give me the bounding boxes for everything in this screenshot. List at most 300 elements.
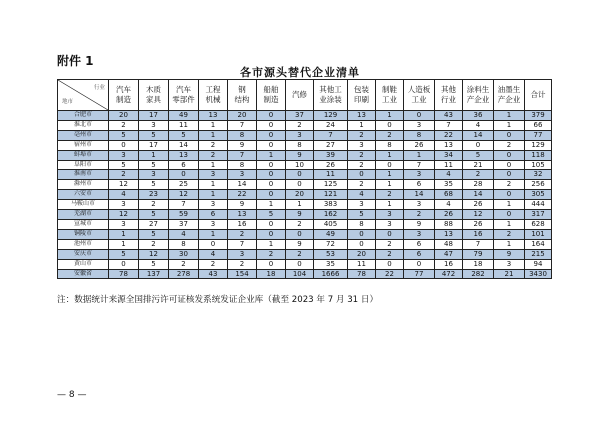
value-cell: 1 [376, 180, 404, 190]
table-row [58, 120, 552, 130]
value-cell: 129 [314, 111, 348, 121]
value-cell: 78 [348, 269, 376, 279]
value-cell: 472 [435, 269, 463, 279]
table-row [58, 239, 552, 249]
value-cell: 1 [376, 200, 404, 210]
value-cell: 8 [348, 219, 376, 229]
value-cell: 125 [314, 180, 348, 190]
value-cell: 12 [139, 249, 169, 259]
value-cell: 5 [257, 210, 286, 220]
city-cell: 安庆市 [58, 249, 109, 259]
value-cell: 0 [257, 160, 286, 170]
value-cell: 2 [376, 130, 404, 140]
value-cell: 3 [286, 130, 314, 140]
value-cell: 37 [169, 219, 199, 229]
city-cell: 铜陵市 [58, 229, 109, 239]
value-cell: 2 [348, 180, 376, 190]
value-cell: 6 [404, 180, 435, 190]
value-cell: 1 [257, 150, 286, 160]
value-cell: 0 [494, 170, 525, 180]
value-cell: 2 [348, 130, 376, 140]
value-cell: 88 [435, 219, 463, 229]
value-cell: 282 [463, 269, 494, 279]
value-cell: 164 [525, 239, 552, 249]
city-cell: 黄山市 [58, 259, 109, 269]
value-cell: 8 [228, 160, 257, 170]
value-cell: 0 [109, 140, 139, 150]
value-cell: 26 [404, 140, 435, 150]
value-cell: 3 [199, 219, 228, 229]
value-cell: 2 [109, 170, 139, 180]
value-cell: 13 [169, 150, 199, 160]
value-cell: 0 [257, 120, 286, 130]
value-cell: 23 [139, 190, 169, 200]
value-cell: 5 [109, 249, 139, 259]
value-cell: 1 [348, 120, 376, 130]
value-cell: 0 [376, 120, 404, 130]
value-cell: 39 [314, 150, 348, 160]
value-cell: 25 [169, 180, 199, 190]
value-cell: 72 [314, 239, 348, 249]
value-cell: 47 [435, 249, 463, 259]
value-cell: 12 [169, 190, 199, 200]
value-cell: 8 [286, 140, 314, 150]
value-cell: 2 [286, 249, 314, 259]
value-cell: 379 [525, 111, 552, 121]
city-cell: 芜湖市 [58, 210, 109, 220]
value-cell: 1 [286, 200, 314, 210]
value-cell: 13 [435, 140, 463, 150]
value-cell: 94 [525, 259, 552, 269]
value-cell: 30 [169, 249, 199, 259]
value-cell: 9 [286, 210, 314, 220]
data-source-note: 注：数据统计来源全国排污许可证核发系统发证企业库（截至 2023 年 7 月 31 日） [57, 295, 379, 305]
value-cell: 2 [139, 239, 169, 249]
value-cell: 1 [199, 160, 228, 170]
value-cell: 2 [286, 219, 314, 229]
value-cell: 11 [314, 170, 348, 180]
value-cell: 5 [139, 259, 169, 269]
value-cell: 3430 [525, 269, 552, 279]
column-header: 人造板 工业 [404, 80, 435, 111]
value-cell: 16 [463, 229, 494, 239]
value-cell: 5 [139, 180, 169, 190]
value-cell: 13 [435, 229, 463, 239]
value-cell: 14 [463, 190, 494, 200]
value-cell: 3 [404, 120, 435, 130]
value-cell: 1666 [314, 269, 348, 279]
value-cell: 27 [314, 140, 348, 150]
value-cell: 0 [109, 259, 139, 269]
value-cell: 36 [463, 111, 494, 121]
value-cell: 3 [404, 200, 435, 210]
value-cell: 7 [435, 120, 463, 130]
value-cell: 9 [286, 150, 314, 160]
corner-industry-label: 行业 [93, 85, 105, 91]
value-cell: 2 [257, 249, 286, 259]
value-cell: 0 [286, 180, 314, 190]
value-cell: 2 [463, 170, 494, 180]
value-cell: 5 [463, 150, 494, 160]
value-cell: 1 [199, 229, 228, 239]
column-header: 油墨生 产企业 [494, 80, 525, 111]
value-cell: 2 [199, 259, 228, 269]
value-cell: 12 [109, 210, 139, 220]
value-cell: 7 [228, 120, 257, 130]
column-header: 制鞋 工业 [376, 80, 404, 111]
header-row [58, 80, 552, 111]
value-cell: 1 [109, 239, 139, 249]
column-header: 船舶 制造 [257, 80, 286, 111]
column-header: 汽车 制造 [109, 80, 139, 111]
value-cell: 256 [525, 180, 552, 190]
value-cell: 1 [199, 130, 228, 140]
corner-header [58, 80, 109, 111]
value-cell: 3 [109, 150, 139, 160]
value-cell: 3 [228, 249, 257, 259]
value-cell: 13 [199, 111, 228, 121]
value-cell: 21 [463, 160, 494, 170]
value-cell: 77 [525, 130, 552, 140]
value-cell: 0 [257, 219, 286, 229]
value-cell: 8 [169, 239, 199, 249]
value-cell: 37 [286, 111, 314, 121]
column-header: 涂料生 产企业 [463, 80, 494, 111]
value-cell: 34 [435, 150, 463, 160]
value-cell: 26 [463, 200, 494, 210]
value-cell: 22 [228, 190, 257, 200]
value-cell: 0 [257, 259, 286, 269]
value-cell: 66 [525, 120, 552, 130]
value-cell: 0 [286, 170, 314, 180]
value-cell: 4 [348, 190, 376, 200]
value-cell: 4 [109, 190, 139, 200]
value-cell: 3 [376, 219, 404, 229]
value-cell: 0 [257, 229, 286, 239]
value-cell: 16 [228, 219, 257, 229]
value-cell: 14 [463, 130, 494, 140]
value-cell: 0 [494, 160, 525, 170]
value-cell: 278 [169, 269, 199, 279]
value-cell: 1 [109, 229, 139, 239]
value-cell: 2 [376, 190, 404, 200]
value-cell: 3 [139, 170, 169, 180]
value-cell: 43 [435, 111, 463, 121]
value-cell: 0 [257, 140, 286, 150]
value-cell: 0 [257, 130, 286, 140]
value-cell: 11 [435, 160, 463, 170]
value-cell: 6 [404, 249, 435, 259]
table-row [58, 219, 552, 229]
value-cell: 53 [314, 249, 348, 259]
value-cell: 2 [494, 229, 525, 239]
value-cell: 11 [169, 120, 199, 130]
value-cell: 1 [376, 170, 404, 180]
value-cell: 20 [348, 249, 376, 259]
table-row [58, 180, 552, 190]
value-cell: 0 [376, 259, 404, 269]
value-cell: 4 [435, 200, 463, 210]
value-cell: 20 [286, 190, 314, 200]
value-cell: 26 [435, 210, 463, 220]
value-cell: 444 [525, 200, 552, 210]
city-cell: 阜阳市 [58, 160, 109, 170]
city-cell: 滁州市 [58, 180, 109, 190]
city-cell: 淮北市 [58, 120, 109, 130]
value-cell: 49 [169, 111, 199, 121]
value-cell: 129 [525, 140, 552, 150]
total-row [58, 269, 552, 279]
value-cell: 11 [348, 259, 376, 269]
value-cell: 1 [376, 111, 404, 121]
value-cell: 14 [228, 180, 257, 190]
value-cell: 7 [228, 150, 257, 160]
value-cell: 35 [435, 180, 463, 190]
value-cell: 18 [463, 259, 494, 269]
value-cell: 1 [199, 190, 228, 200]
value-cell: 2 [348, 150, 376, 160]
value-cell: 1 [257, 239, 286, 249]
value-cell: 3 [228, 170, 257, 180]
value-cell: 4 [199, 249, 228, 259]
table-row [58, 200, 552, 210]
value-cell: 3 [139, 120, 169, 130]
value-cell: 162 [314, 210, 348, 220]
value-cell: 104 [286, 269, 314, 279]
table-row [58, 170, 552, 180]
value-cell: 26 [463, 219, 494, 229]
column-header: 汽车 零部件 [169, 80, 199, 111]
value-cell: 2 [376, 249, 404, 259]
value-cell: 118 [525, 150, 552, 160]
value-cell: 1 [494, 239, 525, 249]
table-body [58, 111, 552, 279]
value-cell: 1 [376, 150, 404, 160]
value-cell: 9 [404, 219, 435, 229]
column-header: 包装 印刷 [348, 80, 376, 111]
city-cell: 蚌埠市 [58, 150, 109, 160]
value-cell: 305 [525, 190, 552, 200]
value-cell: 8 [228, 130, 257, 140]
value-cell: 3 [348, 140, 376, 150]
value-cell: 5 [139, 210, 169, 220]
value-cell: 1 [257, 200, 286, 210]
value-cell: 5 [139, 130, 169, 140]
value-cell: 14 [404, 190, 435, 200]
value-cell: 5 [348, 210, 376, 220]
value-cell: 2 [494, 180, 525, 190]
value-cell: 0 [494, 150, 525, 160]
table-title: 各市源头替代企业清单 [240, 66, 360, 79]
value-cell: 405 [314, 219, 348, 229]
enterprise-table [57, 79, 552, 279]
city-cell: 合肥市 [58, 111, 109, 121]
value-cell: 0 [348, 170, 376, 180]
value-cell: 49 [314, 229, 348, 239]
value-cell: 317 [525, 210, 552, 220]
table-row [58, 150, 552, 160]
table-row [58, 130, 552, 140]
city-cell: 亳州市 [58, 130, 109, 140]
value-cell: 1 [199, 180, 228, 190]
value-cell: 20 [228, 111, 257, 121]
value-cell: 3 [199, 200, 228, 210]
table-row [58, 249, 552, 259]
value-cell: 3 [199, 170, 228, 180]
value-cell: 7 [463, 239, 494, 249]
value-cell: 0 [257, 111, 286, 121]
value-cell: 628 [525, 219, 552, 229]
value-cell: 0 [494, 190, 525, 200]
value-cell: 0 [257, 190, 286, 200]
value-cell: 9 [494, 249, 525, 259]
value-cell: 3 [376, 210, 404, 220]
value-cell: 7 [314, 130, 348, 140]
value-cell: 12 [109, 180, 139, 190]
value-cell: 383 [314, 200, 348, 210]
value-cell: 5 [109, 160, 139, 170]
value-cell: 0 [348, 239, 376, 249]
value-cell: 9 [228, 140, 257, 150]
column-header: 木质 家具 [139, 80, 169, 111]
value-cell: 0 [286, 259, 314, 269]
value-cell: 1 [404, 150, 435, 160]
value-cell: 5 [139, 229, 169, 239]
value-cell: 0 [404, 259, 435, 269]
value-cell: 8 [376, 140, 404, 150]
value-cell: 3 [109, 200, 139, 210]
column-header: 合计 [525, 80, 552, 111]
column-header: 工程 机械 [199, 80, 228, 111]
value-cell: 20 [109, 111, 139, 121]
value-cell: 7 [169, 200, 199, 210]
value-cell: 18 [257, 269, 286, 279]
value-cell: 101 [525, 229, 552, 239]
value-cell: 4 [435, 170, 463, 180]
value-cell: 2 [109, 120, 139, 130]
column-header: 汽修 [286, 80, 314, 111]
value-cell: 3 [494, 259, 525, 269]
city-cell: 淮南市 [58, 170, 109, 180]
value-cell: 2 [199, 140, 228, 150]
city-cell: 宿州市 [58, 140, 109, 150]
value-cell: 4 [169, 229, 199, 239]
value-cell: 24 [314, 120, 348, 130]
value-cell: 7 [404, 160, 435, 170]
value-cell: 0 [257, 180, 286, 190]
value-cell: 2 [286, 120, 314, 130]
value-cell: 4 [463, 120, 494, 130]
corner-city-label: 地市 [62, 99, 74, 105]
value-cell: 3 [404, 170, 435, 180]
value-cell: 137 [139, 269, 169, 279]
value-cell: 1 [494, 200, 525, 210]
value-cell: 3 [348, 200, 376, 210]
value-cell: 3 [109, 219, 139, 229]
value-cell: 2 [348, 160, 376, 170]
value-cell: 68 [435, 190, 463, 200]
column-header: 其他工 业涂装 [314, 80, 348, 111]
value-cell: 48 [435, 239, 463, 249]
value-cell: 32 [525, 170, 552, 180]
value-cell: 154 [228, 269, 257, 279]
value-cell: 8 [404, 130, 435, 140]
value-cell: 2 [139, 200, 169, 210]
table-row [58, 190, 552, 200]
value-cell: 1 [494, 111, 525, 121]
value-cell: 1 [139, 150, 169, 160]
value-cell: 0 [404, 111, 435, 121]
value-cell: 13 [348, 111, 376, 121]
value-cell: 2 [376, 239, 404, 249]
value-cell: 2 [494, 140, 525, 150]
value-cell: 5 [139, 160, 169, 170]
city-cell: 宣城市 [58, 219, 109, 229]
value-cell: 22 [435, 130, 463, 140]
value-cell: 6 [404, 239, 435, 249]
value-cell: 2 [199, 150, 228, 160]
value-cell: 9 [286, 239, 314, 249]
value-cell: 2 [228, 229, 257, 239]
value-cell: 22 [376, 269, 404, 279]
value-cell: 28 [463, 180, 494, 190]
column-header: 钢 结构 [228, 80, 257, 111]
value-cell: 215 [525, 249, 552, 259]
value-cell: 5 [109, 130, 139, 140]
value-cell: 105 [525, 160, 552, 170]
value-cell: 78 [109, 269, 139, 279]
value-cell: 13 [228, 210, 257, 220]
value-cell: 43 [199, 269, 228, 279]
value-cell: 77 [404, 269, 435, 279]
city-cell: 六安市 [58, 190, 109, 200]
value-cell: 6 [199, 210, 228, 220]
value-cell: 27 [139, 219, 169, 229]
value-cell: 59 [169, 210, 199, 220]
value-cell: 9 [228, 200, 257, 210]
value-cell: 0 [286, 229, 314, 239]
value-cell: 2 [228, 259, 257, 269]
attachment-label: 附件 1 [57, 54, 94, 68]
value-cell: 12 [463, 210, 494, 220]
value-cell: 2 [404, 210, 435, 220]
value-cell: 6 [169, 160, 199, 170]
table-row [58, 259, 552, 269]
table-row [58, 210, 552, 220]
table-row [58, 160, 552, 170]
value-cell: 0 [199, 239, 228, 249]
value-cell: 0 [376, 160, 404, 170]
value-cell: 14 [169, 140, 199, 150]
column-header: 其他 行业 [435, 80, 463, 111]
city-cell: 马鞍山市 [58, 200, 109, 210]
value-cell: 121 [314, 190, 348, 200]
value-cell: 0 [348, 229, 376, 239]
table-row [58, 229, 552, 239]
value-cell: 1 [494, 120, 525, 130]
value-cell: 0 [494, 210, 525, 220]
value-cell: 16 [435, 259, 463, 269]
page-number: — 8 — [57, 390, 87, 400]
value-cell: 0 [257, 170, 286, 180]
value-cell: 35 [314, 259, 348, 269]
value-cell: 79 [463, 249, 494, 259]
value-cell: 21 [494, 269, 525, 279]
value-cell: 0 [494, 130, 525, 140]
value-cell: 7 [228, 239, 257, 249]
value-cell: 0 [376, 229, 404, 239]
table-row [58, 111, 552, 121]
